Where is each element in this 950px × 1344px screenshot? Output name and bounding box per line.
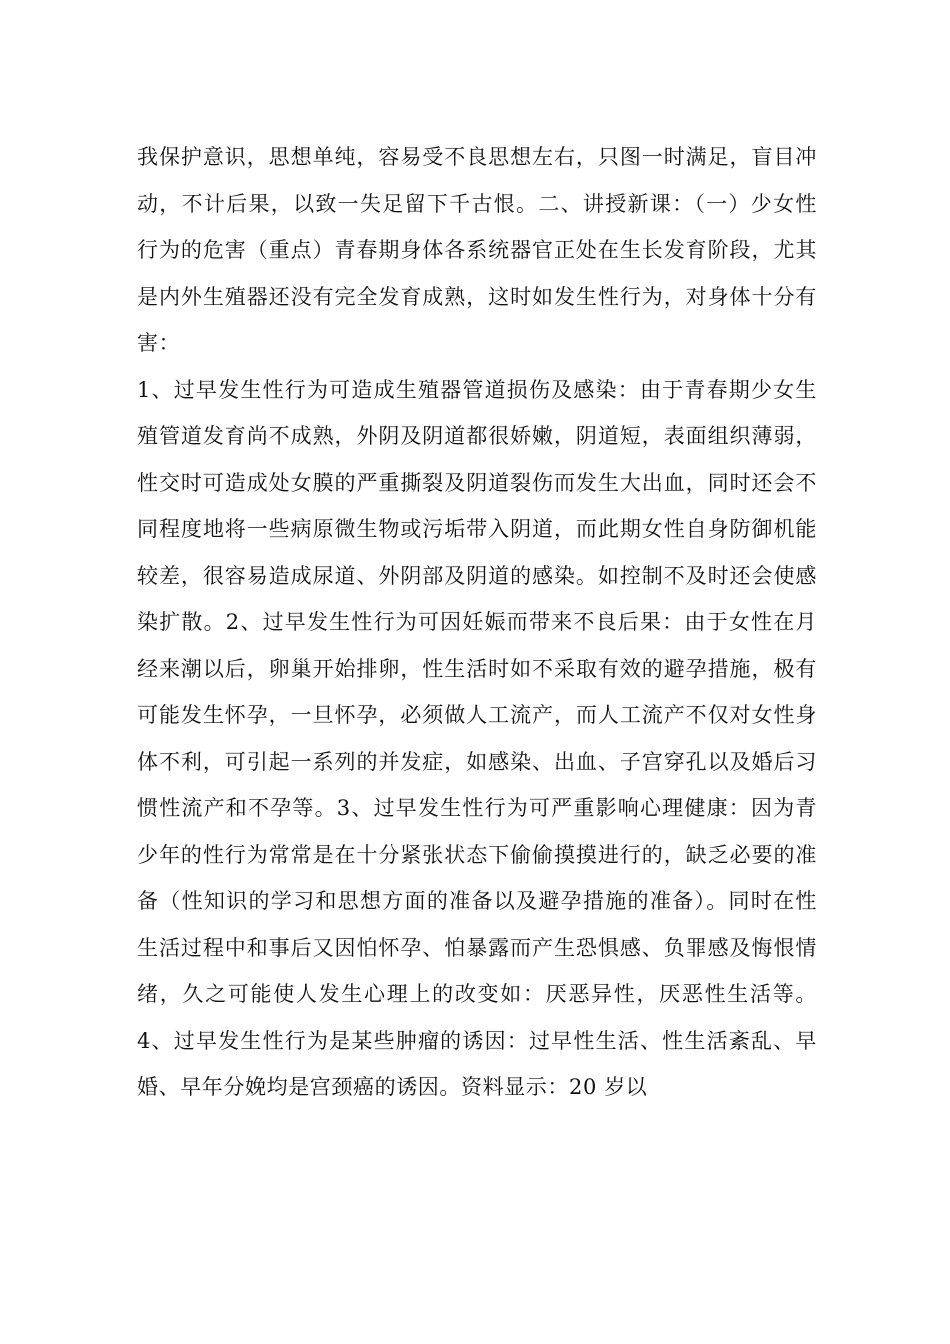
paragraph-2: 1、过早发生性行为可造成生殖器管道损伤及感染：由于青春期少女生殖管道发育尚不成熟，外阴及阴道都很娇嫩，阴道短，表面组织薄弱，性交时可造成处女膜的严重撕裂及阴道裂伤而发生大出血，同时还会不同程度地将一些病原微生物或污垢带入阴道，而此期女性自身防御机能较差，很容易造成尿道、外阴部及阴道的感染。如控制不及时还会使感染扩散。2、过早发生性行为可因妊娠而带来不良后果：由于女性在月经来潮以后，卵巢开始排卵，性生活时如不采取有效的避孕措施，极有可能发生怀孕，一旦怀孕，必须做人工流产，而人工流产不仅对女性身体不利，可引起一系列的并发症，如感染、出血、子宫穿孔以及婚后习惯性流产和不孕等。3、过早发生性行为可严重影响心理健康：因为青少年的性行为常常是在十分紧张状态下偷偷摸摸进行的，缺乏必要的准备（性知识的学习和思想方面的准备以及避孕措施的准备）。同时在性生活过程中和事后又因怕怀孕、怕暴露而产生恐惧感、负罪感及悔恨情绪，久之可能使人发生心理上的改变如：厌恶异性，厌恶性生活等。4、过早发生性行为是某些肿瘤的诱因：过早性生活、性生活紊乱、早婚、早年分娩均是宫颈癌的诱因。资料显示：20 岁以	[137, 377, 817, 1099]
document-body	[137, 134, 817, 1111]
paragraph-1: 我保护意识，思想单纯，容易受不良思想左右，只图一时满足，盲目冲动，不计后果，以致一失足留下千古恨。二、讲授新课：（一）少女性行为的危害（重点）青春期身体各系统器官正处在生长发育阶段，尤其是内外生殖器还没有完全发育成熟，这时如发生性行为，对身体十分有害：	[137, 145, 817, 355]
